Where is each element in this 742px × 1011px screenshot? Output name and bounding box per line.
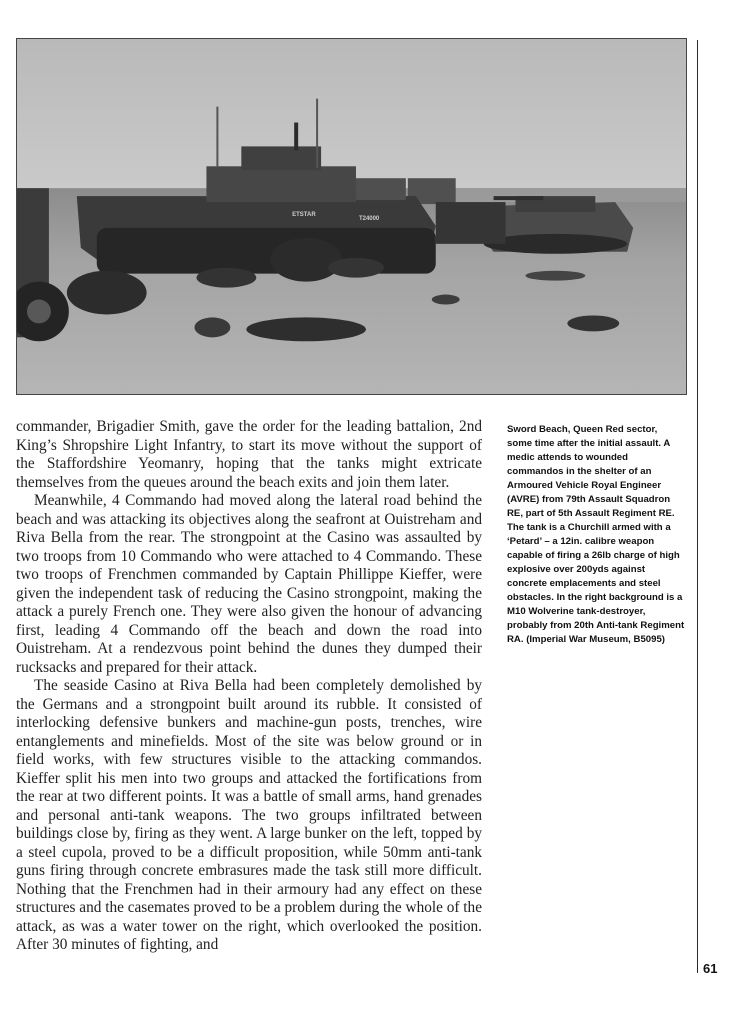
body-paragraph: The seaside Casino at Riva Bella had been completely demolished by the Germans and a strongpoint built around its rubble. It consisted of interlocking defensive bunkers and machine-gun posts, trenches, wire entanglements and minefields. Most of the site was below ground or in field works, with few structures visible to the attacking commandos. Kieffer split his men into two groups and attacked the fortifications from the rear at two different points. It was a battle of small arms, hand grenades and personal anti-tank weapons. The two groups infiltrated between buildings close by, firing as they went. A large bunker on the left, topped by a steel cupola, proved to be a difficult proposition, while 50mm anti-tank guns firing through concrete embrasures made the task still more difficult. Nothing that the Frenchmen had in their armoury had any effect on these structures and the casemates proved to be a problem during the whole of the attack, as was a water tower on the right, which overlooked the position. After 30 minutes of fighting, and [16, 677, 482, 953]
tank-marking-number: T24000 [358, 215, 380, 222]
body-text [16, 418, 482, 955]
column-divider [697, 40, 698, 973]
photograph-sword-beach [16, 38, 687, 395]
body-paragraph: commander, Brigadier Smith, gave the order for the leading battalion, 2nd King’s Shropshire Light Infantry, to start its move without the support of the Staffordshire Yeomanry, hoping that the tanks might extricate themselves from the queues around the beach exits and join them later. [16, 418, 482, 491]
tank-marking-name: ETSTAR [292, 212, 316, 219]
body-paragraph: Meanwhile, 4 Commando had moved along the lateral road behind the beach and was attacking its objectives along the seafront at Ouistreham and Riva Bella from the rear. The strongpoint at the Casino was assaulted by two troops from 10 Commando who were attached to 4 Commando. These two troops of Frenchmen commanded by Captain Phillippe Kieffer, were given the independent task of reducing the Casino strongpoint, making the attack a purely French one. They were also given the honour of advancing first, leading 4 Commando off the beach and down the road into Ouistreham. At a rendezvous point behind the dunes they dumped their rucksacks and prepared for their attack. [16, 492, 482, 676]
page-number: 61 [703, 961, 718, 976]
photo-caption: Sword Beach, Queen Red sector, some time after the initial assault. A medic attends to wounded commandos in the shelter of an Armoured Vehicle Royal Engineer (AVRE) from 79th Assault Squadron RE, part of 5th Assault Regiment RE. The tank is a Churchill armed with a ‘Petard’ – a 12in. calibre weapon capable of firing a 26lb charge of high explosive over 200yds against concrete emplacements and steel obstacles. In the right background is a M10 Wolverine tank-destroyer, probably from 20th Anti-tank Regiment RA. (Imperial War Museum, B5095) [507, 424, 685, 645]
photo-scene [17, 39, 686, 394]
